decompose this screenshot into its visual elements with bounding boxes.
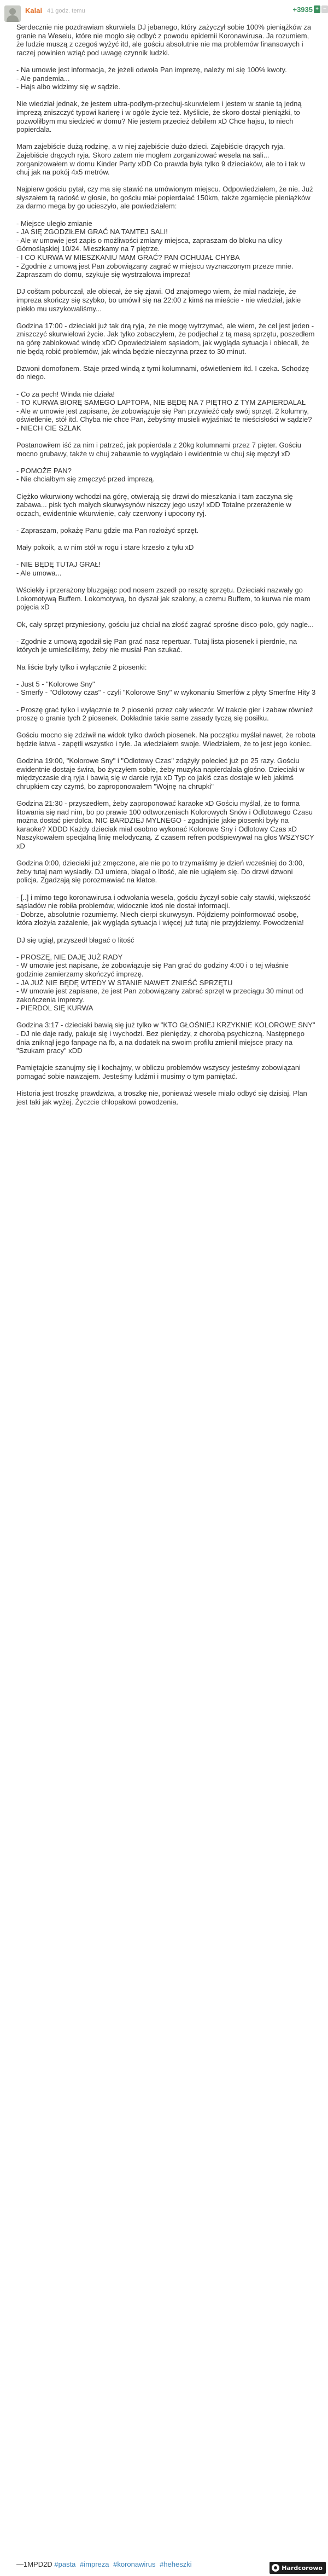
comment-footer [16, 2560, 194, 2568]
comment-body: Serdecznie nie pozdrawiam skurwiela DJ jebanego, który zażyczył sobie 100% pieniążków za granie na Weselu, które nie mogło się odbyć z powodu epidemii Koronawirusa. Ja rozumiem, że ludzie muszą z czegoś wyżyć itd, ale gościu absolutnie nie ma problemów finansowych i raczej powinien wziąć pod uwagę czynnik ludzki. - Na umowie jest informacja, że jeżeli odwoła Pan imprezę, należy mi się 100% kwoty. - Ale pandemia... - Hajs albo widzimy się w sądzie. Nie wiedział jednak, że jestem ultra-podłym-przechuj-skurwielem i jestem w stanie tą jedną imprezą zniszczyć typowi karierę i w ogóle życie też. Myślicie, że skoro dostał pieniążki, to pozwoliłbym mu siedzieć w domu? Nie jestem przecież debilem xD Chce hajsu, to niech popierdala. Mam zajebiście dużą rodzinę, a w niej zajebiście dużo dzieci. Zajebiście drących ryja. Zajebiście drących ryja. Skoro zatem nie mogłem zorganizować wesela na sali... zorganizowałem w domu Kinder Party xDD Co prawda była tylko 9 dzieciaków, ale to i tak w chuj jak na pokój 4x5 metrów. Najpierw gościu pytał, czy ma się stawić na umówionym miejscu. Odpowiedziałem, że nie. Już słyszałem tą radość w głosie, bo gościu miał popierdalać 150km, także zgarnięcie pieniążków za darmo mega by go ucieszyło, ale powiedziałem: - Miejsce uległo zmianie - JA SIĘ ZGODZIŁEM GRAĆ NA TAMTEJ SALI! - Ale w umowie jest zapis o możliwości zmiany miejsca, zapraszam do bloku na ulicy Górnośląskiej 10/24. Mieszkamy na 7 piętrze. - I CO KURWA W MIESZKANIU MAM GRAĆ? PAN OCHUJAŁ CHYBA - Zgodnie z umową jest Pan zobowiązany zagrać w miejscu wyznaczonym przeze mnie. Zapraszam do domu, szykuje się wystrzałowa impreza! DJ coštam poburczał, ale obiecał, że się zjawi. Od znajomego wiem, że miał nadzieje, że impreza skończy się szybko, bo umówił się na 22:00 z kimś na mieście - nie wiedział, jakie piekło mu uszykowaliśmy... Godzina 17:00 - dzieciaki już tak drą ryja, że nie mogę wytrzymać, ale wiem, że cel jest jeden - zniszczyć skurwielowi życie. Jak tylko zobaczyłem, że podjechał z tą masą sprzętu, poszedłem na górę zablokować windę xDD Opowiedziałem sąsiadom, jak wygląda sytuacja i obiecali, że nie będą robić problemów, jak winda będzie nieczynna przez to 30 minut. Dzwoni domofonem. Staje przed windą z tymi kolumnami, oświetleniem itd. I czeka. Schodzę do niego. - Co za pech! Winda nie działa! - TO KURWA BIORĘ SAMEGO LAPTOPA, NIE BĘDĘ NA 7 PIĘTRO Z TYM ZAPIERDALAŁ - Ale w umowie jest zapisane, że zobowiązuje się Pan przywieźć cały swój sprzęt. 2 kolumny, oświetlenie, stół itd. Chyba nie chce Pan, żebyśmy musieli wyjaśniać te nieścisłości w sądzie? - NIECH CIE SZLAK Postanowiłem iść za nim i patrzeć, jak popierdala z 20kg kolumnami przez 7 pięter. Gościu mocno grubawy, także w chuj zabawnie to wyglądało i ewidentnie w chuj się męczył xD - POMOŻE PAN? - Nie chciałbym się zmęczyć przed imprezą. Ciężko wkurwiony wchodzi na górę, otwierają się drzwi do mieszkania i tam zaczyna się zabawa... pisk tych małych skurwysynów niszczy jego uszy! xDD Totalne przerażenie w oczach, ewidentnie wkurwienie, cały czerwony i upocony ryj. - Zapraszam, pokażę Panu gdzie ma Pan rozłożyć sprzęt. Mały pokoik, a w nim stół w rogu i stare krzesło z tyłu xD - NIE BĘDĘ TUTAJ GRAŁ! - Ale umowa... Wściekły i przerażony bluzgając pod nosem zszedł po resztę sprzętu. Dzieciaki nazwały go Lokomotywą Buffem. Lokomotywą, bo dyszał jak szalony, a czemu Buffem, to kurwa nie mam pojęcia xD Ok, cały sprzęt przyniesiony, gościu już chciał na złość zagrać sprośne disco-polo, gdy nagle... - Zgodnie z umową zgodził się Pan grać nasz repertuar. Tutaj lista piosenek i pierdnie, na których je umieściliśmy, żeby nie musiał Pan szukać. Na liście były tylko i wyłącznie 2 piosenki: - Just 5 - "Kolorowe Sny" - Smerfy - "Odlotowy czas" - czyli "Kolorowe Sny" w wykonaniu Smerfów z płyty Smerfne Hity 3 - Proszę grać tylko i wyłącznie te 2 piosenki przez cały wieczór. W trakcie gier i zabaw również proszę o granie tych 2 piosenek. Dokładnie takie same zasady tyczą się posiłku. Gościu mocno się zdziwił na widok tylko dwóch piosenek. Na początku myślał nawet, że robota będzie łatwa - zapętli wszystko i tyle. Ja wiedziałem swoje. Wiedziałem, że to jest jego koniec. Godzina 19:00, "Kolorowe Sny" i "Odlotowy Czas" zdążyły polecieć już po 25 razy. Gościu ewidentnie dostaje świra, bo życzyłem sobie, żeby muzyka napierdalała głośno. Dzieciaki w międzyczasie drą ryja i bawią się w darcie ryja xD Typ co jakiś czas dostaje w łeb jakimś chrupkiem czy czymś, bo zaproponowałem "Wojnę na chrupki" Godzina 21:30 - przyszedłem, żeby zaproponować karaoke xD Gościu myślał, że to forma litowania się nad nim, bo po prawie 100 odtworzeniach Kolorowych Snów i Odlotowego Czasu można dostać pierdolca. NIC BARDZIEJ MYLNEGO - zgadnijcie jakie piosenki były na karaoke? XDDD Każdy dzieciak miał osobno wykonać Kolorowe Sny i Odlotowy Czas xD Naszykowałem specjalną linię melodyczną. Z czasem refren podśpiewywał na głos WSZYSCY xD Godzina 0:00, dzieciaki już zmęczone, ale nie po to trzymaliśmy je dzień wcześniej do 3:00, żeby tutaj nam wysiadły. DJ umiera, błagał o litość, ale nie ugiąłem się. Do drzwi dzwoni policja. Zgadzają się porozmawiać na klatce. - [..] i mimo tego koronawirusa i odwołania wesela, gościu życzył sobie cały stawki, większość sąsiadów nie robiła problemów, widocznie ktoś nie dostał informacji. - Dobrze, absolutnie rozumiemy. Niech cierpi skurwysyn. Pójdziemy poinformować osobę, która złożyła zażalenie, jak wygląda sytuacja i więcej już tutaj nie przyjdziemy. Powodzenia! DJ się ugiął, przyszedł błagać o litość - PROSZĘ, NIE DAJĘ JUŻ RADY - W umowie jest napisane, że zobowiązuje się Pan grać do godziny 4:00 i o tej właśnie godzinie zamierzamy skończyć imprezę. - JA JUŻ NIE BĘDĘ WTEDY W STANIE NAWET ZNIEŚĆ SPRZĘTU - W umowie jest zapisane, że jest Pan zobowiązany zabrać sprzęt w przeciągu 30 minut od zakończenia imprezy. - PIERDOL SIĘ KURWA Godzina 3:17 - dzieciaki bawią się już tylko w "KTO GŁOŚNIEJ KRZYKNIE KOLOROWE SNY" - DJ nie daje rady, pakuje się i wychodzi. Bez pieniędzy, z chorobą psychiczną. Następnego dnia zniknął jego fanpage na fb, a na dodatek na swoim profilu zmienił miejsce pracy na "Szukam pracy" xDD Pamiętajcie szanujmy się i kochajmy, w obliczu problemów wszyscy jesteśmy zobowiązani pomagać sobie nawzajem. Jesteśmy ludźmi i musimy o tym pamiętać. Historia jest troszkę prawdziwa, a troszkę nie, ponieważ wesele miało odbyć się dzisiaj. Plan jest taki jak wyżej. Życzcie chłopakowi powodzenia. [16, 23, 316, 1106]
tag-link[interactable]: #koronawirus [113, 2560, 156, 2568]
tag-list [54, 2560, 194, 2568]
vote-count: +3935 [292, 5, 313, 14]
watermark-logo-icon [272, 2564, 279, 2572]
avatar-body [7, 15, 19, 22]
tag-link[interactable]: #heheszki [160, 2560, 192, 2568]
tag-link[interactable]: #impreza [80, 2560, 109, 2568]
username[interactable]: Kalai [25, 7, 43, 15]
watermark-text: Hardcorowo [282, 2564, 323, 2572]
avatar[interactable] [4, 5, 21, 22]
upvote-button[interactable]: + [314, 5, 320, 13]
site-watermark [270, 2562, 326, 2574]
source-author: —1MPD2D [16, 2560, 52, 2568]
avatar-head [9, 8, 16, 15]
tag-link[interactable]: #pasta [54, 2560, 76, 2568]
downvote-button[interactable]: − [321, 5, 328, 13]
timestamp: 41 godz. temu [47, 8, 85, 14]
